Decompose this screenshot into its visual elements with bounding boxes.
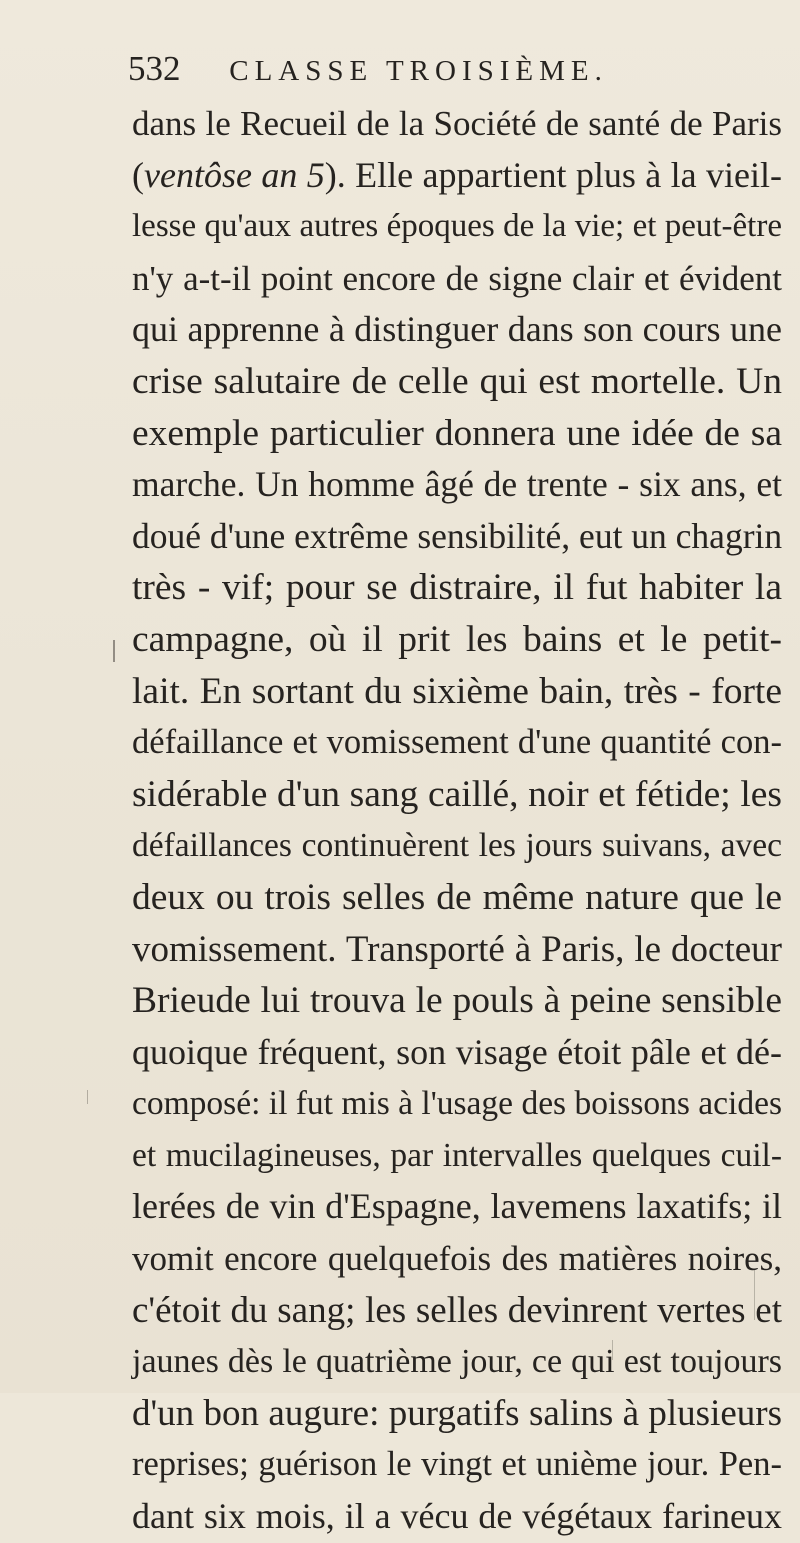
text-line: doué d'une extrême sensibilité, eut un chagrin [132, 515, 783, 556]
text-line: c'étoit du sang; les selles devinrent vertes et [132, 1289, 782, 1331]
scan-artifact [612, 1340, 613, 1360]
scan-artifact [113, 640, 115, 662]
text-line [132, 150, 782, 202]
text-line: quoique fréquent, son visage étoit pâle et dé- [132, 1031, 782, 1072]
text-line: campagne, où il prit les bains et le petit- [132, 618, 782, 660]
body-text [132, 98, 782, 1543]
text-line: lesse qu'aux autres époques de la vie; et peut-être [132, 208, 782, 245]
text-fragment: ). Elle appartient plus à la vieil- [324, 154, 782, 195]
text-line: crise salutaire de celle qui est mortelle. Un [132, 360, 782, 402]
scan-artifact [754, 1270, 755, 1320]
text-line: sidérable d'un sang caillé, noir et fétide; les [132, 773, 782, 815]
text-line: marche. Un homme âgé de trente - six ans, et [132, 464, 782, 505]
text-line: défaillances continuèrent les jours suivans, avec [132, 827, 782, 865]
text-line: n'y a-t-il point encore de signe clair et évident [132, 258, 782, 298]
scan-artifact [87, 1090, 88, 1104]
text-line: dant six mois, il a vécu de végétaux farineux [132, 1496, 782, 1537]
text-line: défaillance et vomissement d'une quantité con- [132, 723, 782, 762]
text-line: Brieude lui trouva le pouls à peine sensible [132, 980, 782, 1022]
running-title: CLASSE TROISIÈME. [229, 55, 608, 87]
text-line: vomissement. Transporté à Paris, le docteur [132, 928, 782, 970]
text-line: qui apprenne à distinguer dans son cours une [132, 309, 782, 350]
italic-date: ventôse an 5 [144, 154, 325, 195]
text-line: composé: il fut mis à l'usage des boissons acides [132, 1085, 782, 1123]
text-line: jaunes dès le quatrième jour, ce qui est toujours [132, 1343, 782, 1381]
page-header [128, 44, 778, 94]
text-line: lerées de vin d'Espagne, lavemens laxatifs; il [132, 1186, 782, 1227]
text-line: exemple particulier donnera une idée de sa [132, 412, 782, 454]
text-line: très - vif; pour se distraire, il fut habiter la [132, 567, 782, 609]
text-fragment: ( [132, 154, 144, 195]
text-line: vomit encore quelquefois des matières noires, [132, 1239, 782, 1279]
text-line: dans le Recueil de la Société de santé de Paris [132, 104, 782, 143]
text-line: reprises; guérison le vingt et unième jour. Pen- [132, 1445, 782, 1484]
text-line: et mucilagineuses, par intervalles quelques cuil- [132, 1136, 782, 1174]
text-line: d'un bon augure: purgatifs salins à plusieurs [132, 1392, 782, 1434]
text-line: lait. En sortant du sixième bain, très - forte [132, 670, 782, 712]
page-number: 532 [128, 49, 181, 88]
text-line: deux ou trois selles de même nature que le [132, 876, 782, 918]
